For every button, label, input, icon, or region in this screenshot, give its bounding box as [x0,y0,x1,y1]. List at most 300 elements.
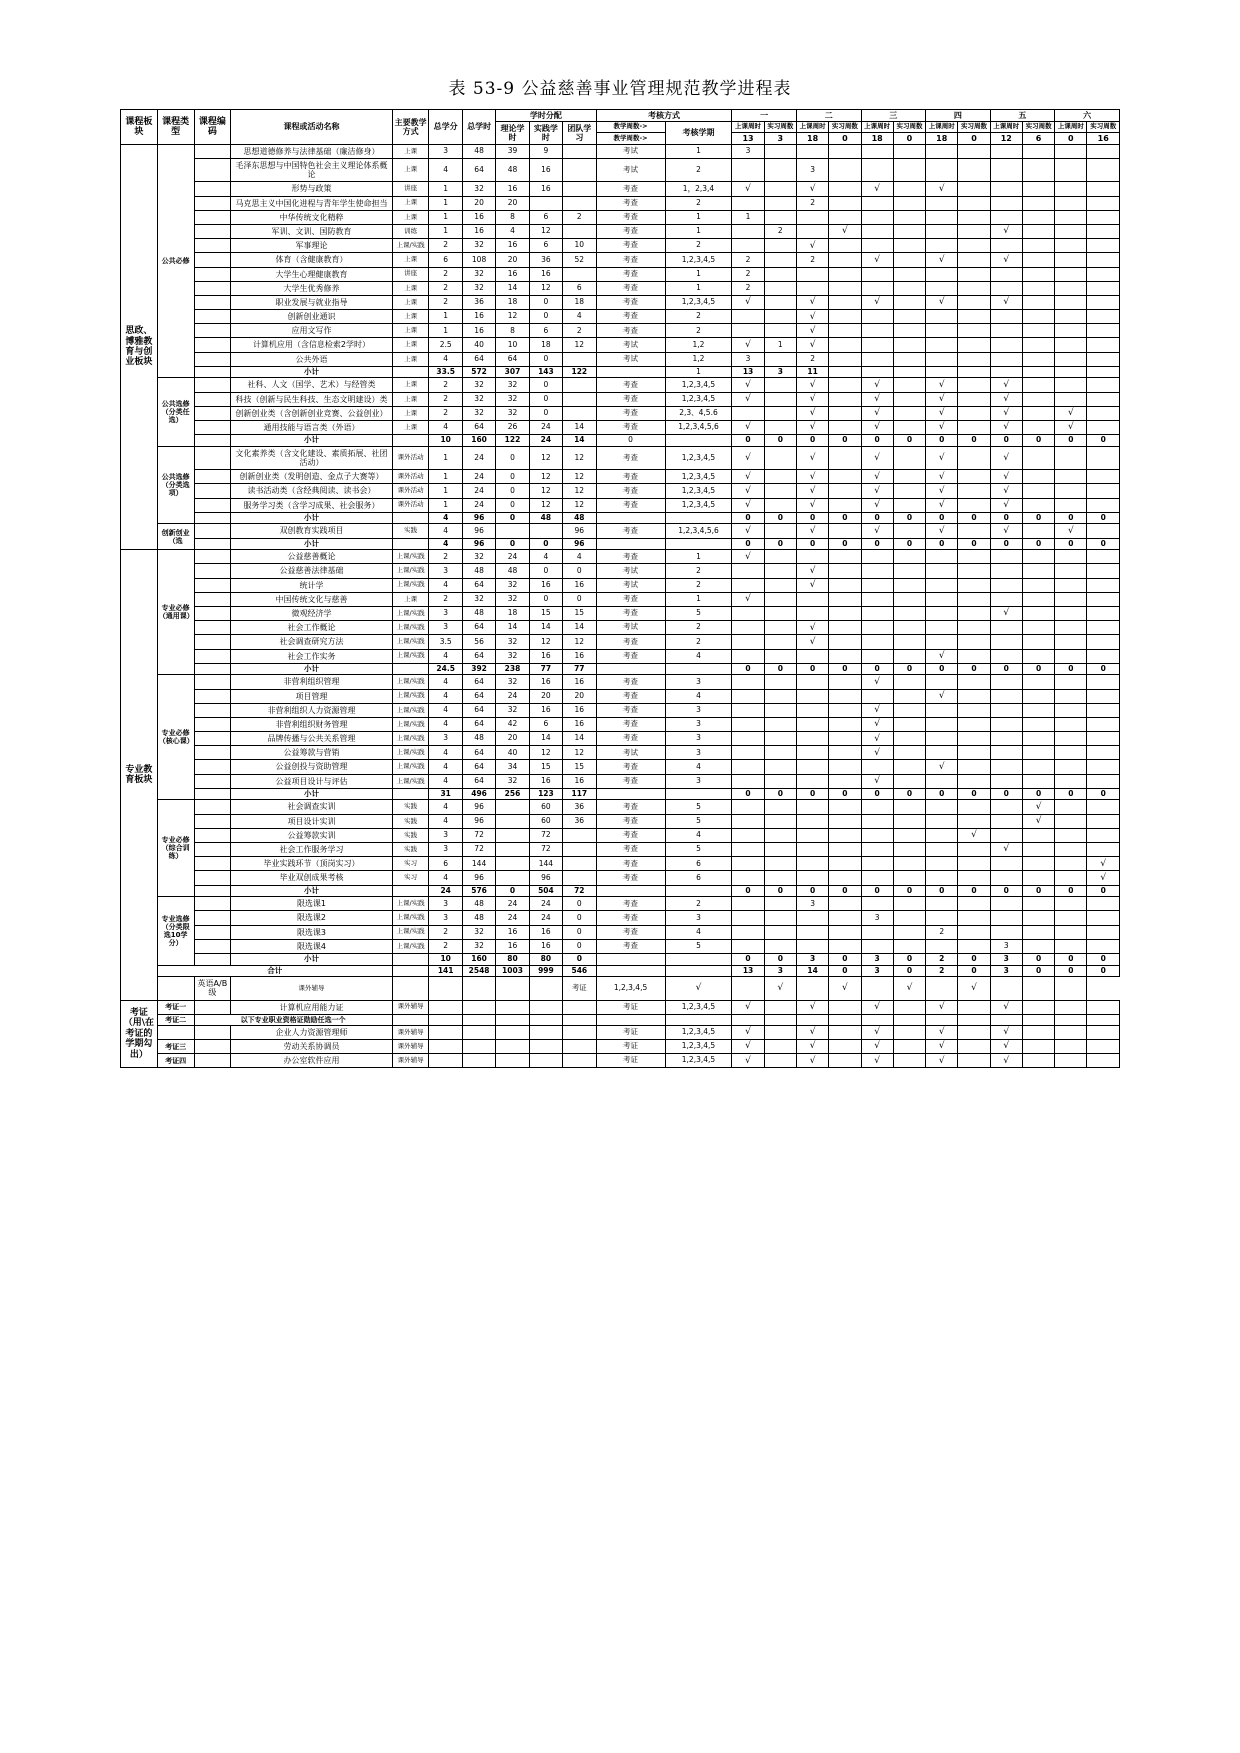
term-cell-10 [1022,760,1054,774]
course-name: 形势与政策 [231,182,392,196]
term-cell-10: 0 [1022,538,1054,550]
term-cell-1 [732,897,764,911]
term-cell-12 [1087,239,1120,253]
total-hours: 64 [462,578,495,592]
credit: 4 [429,703,462,717]
term-cell-10: 0 [1022,953,1054,965]
term-cell-3 [796,843,828,857]
term-cell-11 [1055,224,1087,238]
term-cell-4 [829,378,861,392]
total-hours: 160 [462,435,495,447]
subtotal-row [121,663,1120,675]
team-hours [563,1000,596,1014]
team-hours [563,1040,596,1054]
term-cell-6: 0 [893,953,925,965]
practice-hours: 16 [529,649,562,663]
term-cell-8 [958,378,990,392]
course-name: 毕业实践环节（顶岗实习） [231,857,392,871]
practice-hours: 72 [529,843,562,857]
term-cell-5: √ [861,746,893,760]
term-cell-7 [926,675,958,689]
course-name: 双创教育实践项目 [231,524,392,538]
total-hours [429,977,462,1000]
term-cell-8 [958,897,990,911]
theory-hours: 8 [496,210,529,224]
term-cell-6 [893,871,925,885]
subtotal-label: 小计 [231,788,392,800]
term-cell-3 [796,828,828,842]
term-cell-12 [1087,732,1120,746]
teach-mode: 上课 [392,159,429,182]
theory-hours: 32 [496,675,529,689]
course-name: 中国传统文化与慈善 [231,592,392,606]
term-cell-5: 0 [861,788,893,800]
course-block-label: 考证（用\在考证的学期勾出） [121,1000,158,1068]
term-cell-6: 0 [893,788,925,800]
credit: 2 [429,406,462,420]
term-cell-10 [1022,675,1054,689]
term-cell-1: 0 [732,663,764,675]
practice-hours [529,1040,562,1054]
term-cell-4 [829,606,861,620]
term-cell-6 [893,470,925,484]
term-cell-6 [893,1000,925,1014]
term-cell-7 [926,224,958,238]
term-cell-9 [990,925,1022,939]
table-row [121,378,1120,392]
term-cell-3 [796,703,828,717]
term-cell-5: 0 [861,538,893,550]
course-code [194,675,231,689]
term-cell-7 [926,911,958,925]
table-row [121,606,1120,620]
assess-term: 3 [665,911,732,925]
term-cell-9 [990,144,1022,158]
term-cell-2 [764,939,796,953]
term-cell-2: 0 [764,885,796,897]
term-cell-1 [732,871,764,885]
term-cell-2 [764,689,796,703]
practice-hours: 0 [529,392,562,406]
term-cell-5 [861,338,893,352]
term-cell-4 [829,1054,861,1068]
term-cell-4 [829,446,861,469]
teach-mode: 上课 [392,253,429,267]
term-cell-2 [764,378,796,392]
team-hours [529,977,562,1000]
term-cell-1 [732,578,764,592]
practice-hours [529,1025,562,1039]
term-cell-6 [893,406,925,420]
term-cell-7: √ [893,977,925,1000]
term-cell-4 [829,911,861,925]
term-cell-9 [990,911,1022,925]
theory-hours: 18 [496,295,529,309]
term-cell-6 [893,760,925,774]
term-cell-12 [1087,1040,1120,1054]
credit [392,977,429,1000]
teach-mode [392,512,429,524]
course-block-label: 专业教育板块 [121,550,158,1000]
team-hours: 96 [563,538,596,550]
team-hours: 14 [563,435,596,447]
table-row [121,814,1120,828]
term-cell-12 [1087,253,1120,267]
table-row [121,703,1120,717]
practice-hours: 12 [529,224,562,238]
teach-mode: 上课/实践 [392,621,429,635]
term-cell-11 [1022,977,1054,1000]
practice-hours: 12 [529,484,562,498]
term-cell-6 [893,800,925,814]
term-cell-11 [1055,843,1087,857]
term-cell-3: √ [796,378,828,392]
term-cell-5 [861,925,893,939]
term-cell-4 [829,1025,861,1039]
team-hours: 14 [563,732,596,746]
term-cell-11 [1055,564,1087,578]
credit: 4 [429,538,462,550]
term-cell-4 [829,564,861,578]
term-cell-2: 3 [764,366,796,378]
term-cell-12 [1087,352,1120,366]
total-hours: 64 [462,774,495,788]
credit: 2.5 [429,338,462,352]
term-cell-6 [893,378,925,392]
total-hours: 64 [462,746,495,760]
header-term-4: 四 [926,110,991,122]
assess-mode [596,885,665,897]
term-cell-3 [796,814,828,828]
course-code [194,732,231,746]
table-row [121,578,1120,592]
term-cell-9: 0 [990,512,1022,524]
teach-mode [392,953,429,965]
assess-mode: 考查 [596,774,665,788]
team-hours: 0 [563,925,596,939]
assess-mode: 考查 [596,871,665,885]
teach-mode: 上课/实践 [392,689,429,703]
term-cell-4 [829,746,861,760]
subtotal-row [121,538,1120,550]
teach-mode [392,538,429,550]
credit: 2 [429,392,462,406]
term-cell-7: √ [926,689,958,703]
table-row [121,871,1120,885]
term-cell-5 [861,606,893,620]
term-cell-5: 3 [861,965,893,977]
total-hours: 392 [462,663,495,675]
header-week-count-7: 18 [926,132,958,144]
theory-hours: 0 [496,446,529,469]
theory-hours: 26 [496,421,529,435]
credit: 2 [429,239,462,253]
term-cell-8 [958,310,990,324]
assess-mode: 考查 [596,760,665,774]
assess-mode [596,788,665,800]
term-cell-2 [764,406,796,420]
header-course-name: 课程或活动名称 [231,110,392,145]
term-cell-11 [1055,446,1087,469]
term-cell-4: 0 [829,788,861,800]
term-cell-4 [829,421,861,435]
practice-hours: 6 [529,239,562,253]
term-cell-7 [926,196,958,210]
course-type-label: 专业必修（核心课） [157,675,194,800]
term-cell-6 [893,717,925,731]
term-cell-4 [829,310,861,324]
course-name: 英语A/B级 [194,977,231,1000]
term-cell-7 [926,635,958,649]
term-cell-4 [829,1014,861,1025]
practice-hours: 24 [529,911,562,925]
term-cell-7 [926,144,958,158]
term-cell-2 [764,1040,796,1054]
term-cell-12 [1087,182,1120,196]
practice-hours: 144 [529,857,562,871]
term-cell-7 [926,578,958,592]
term-cell-2: 0 [764,512,796,524]
term-cell-9 [990,1014,1022,1025]
term-cell-7: 0 [926,512,958,524]
course-code [194,814,231,828]
course-type-label: 创新创业（选 [157,524,194,550]
term-cell-10 [1022,578,1054,592]
teach-mode [392,965,429,977]
term-cell-5: √ [861,182,893,196]
course-name: 应用文写作 [231,324,392,338]
subtotal-row [121,788,1120,800]
term-cell-7: √ [926,649,958,663]
term-cell-3 [796,550,828,564]
term-cell-2 [764,392,796,406]
term-cell-4 [829,717,861,731]
assess-term: 1,2 [665,352,732,366]
course-code [194,689,231,703]
term-cell-8 [958,621,990,635]
term-cell-11 [1055,324,1087,338]
term-cell-12 [1087,897,1120,911]
term-cell-8: 0 [958,885,990,897]
term-cell-1 [732,689,764,703]
teach-mode: 上课/实践 [392,760,429,774]
term-cell-12: 0 [1087,435,1120,447]
term-cell-12 [1087,366,1120,378]
term-cell-5 [861,814,893,828]
term-cell-6 [893,1054,925,1068]
term-cell-10 [1022,1040,1054,1054]
course-name: 社会工作实务 [231,649,392,663]
table-row [121,550,1120,564]
credit: 4 [429,800,462,814]
practice-hours: 12 [529,446,562,469]
term-cell-2 [764,196,796,210]
term-cell-2 [764,267,796,281]
assess-term: 1 [665,592,732,606]
theory-hours: 32 [496,406,529,420]
team-hours: 15 [563,606,596,620]
assess-term: 1 [665,210,732,224]
team-hours [563,159,596,182]
credit: 2 [429,592,462,606]
theory-hours: 307 [496,366,529,378]
term-cell-5 [861,635,893,649]
teach-mode: 上课/实践 [392,925,429,939]
total-hours: 32 [462,406,495,420]
header-week-count-3: 18 [796,132,828,144]
course-code [194,338,231,352]
theory-hours [496,814,529,828]
term-cell-9 [990,717,1022,731]
course-code [194,470,231,484]
course-type-label: 公共选修（分类选项） [157,446,194,524]
credit [429,1025,462,1039]
teach-mode: 上课/实践 [392,897,429,911]
term-cell-8 [958,649,990,663]
total-hours: 64 [462,717,495,731]
term-cell-8: 0 [958,538,990,550]
term-cell-7: 0 [926,663,958,675]
term-cell-11 [1055,392,1087,406]
credit: 1 [429,310,462,324]
term-cell-1: √ [665,977,732,1000]
total-hours: 2548 [462,965,495,977]
term-cell-5 [861,324,893,338]
term-cell-2 [764,144,796,158]
course-name: 毛泽东思想与中国特色社会主义理论体系概论 [231,159,392,182]
credit: 2 [429,295,462,309]
term-cell-1 [732,800,764,814]
term-cell-11 [1055,857,1087,871]
page-title: 表 53-9 公益慈善事业管理规范教学进程表 [448,79,792,99]
term-cell-3: 11 [796,366,828,378]
term-cell-5 [861,196,893,210]
term-cell-11 [1055,925,1087,939]
term-cell-3: √ [796,182,828,196]
assess-mode: 考证 [596,1054,665,1068]
assess-mode: 考查 [596,421,665,435]
term-cell-4 [829,1040,861,1054]
term-cell-8 [958,911,990,925]
header-week-count-10: 6 [1022,132,1054,144]
course-type-label: 考证三 [157,1040,194,1054]
term-cell-8 [958,857,990,871]
term-cell-10 [1022,224,1054,238]
header-term-3-class-hours: 上课周时 [861,122,893,132]
team-hours: 14 [563,421,596,435]
term-cell-9 [990,550,1022,564]
term-cell-6: 0 [893,435,925,447]
credit: 1 [429,446,462,469]
assess-mode: 考证 [596,1040,665,1054]
total-hours: 144 [462,857,495,871]
term-cell-11 [1055,828,1087,842]
term-cell-7 [926,732,958,746]
term-cell-9 [990,182,1022,196]
term-cell-1 [732,925,764,939]
theory-hours [462,977,495,1000]
term-cell-11 [1055,281,1087,295]
term-cell-5: 3 [861,953,893,965]
teach-mode: 上课 [392,421,429,435]
term-cell-6 [893,253,925,267]
term-cell-2 [764,470,796,484]
term-cell-4: 0 [829,885,861,897]
theory-hours: 16 [496,267,529,281]
credit: 2 [429,550,462,564]
table-row [121,732,1120,746]
team-hours: 0 [563,953,596,965]
term-cell-12 [1087,196,1120,210]
table-row [121,159,1120,182]
teach-mode: 讲座 [392,182,429,196]
table-row [121,925,1120,939]
credit: 2 [429,281,462,295]
theory-hours: 18 [496,606,529,620]
assess-term [665,965,732,977]
assess-term: 4 [665,828,732,842]
course-code [194,366,231,378]
term-cell-12: 0 [1087,788,1120,800]
term-cell-5 [861,550,893,564]
course-code [194,885,231,897]
term-cell-7: √ [926,253,958,267]
term-cell-12 [1087,606,1120,620]
total-hours: 496 [462,788,495,800]
credit: 1 [429,196,462,210]
term-cell-11 [1055,550,1087,564]
term-cell-4 [829,925,861,939]
term-cell-9: √ [990,470,1022,484]
term-cell-1: 1 [732,210,764,224]
term-cell-8 [958,338,990,352]
term-cell-5 [861,144,893,158]
teach-mode: 上课 [392,144,429,158]
team-hours: 117 [563,788,596,800]
course-name: 限选课2 [231,911,392,925]
term-cell-2 [764,253,796,267]
teach-mode: 实习 [392,871,429,885]
table-row [121,1014,1120,1025]
theory-hours: 256 [496,788,529,800]
term-cell-4 [829,210,861,224]
term-cell-1: 13 [732,366,764,378]
team-hours: 4 [563,310,596,324]
term-cell-9: 0 [990,538,1022,550]
practice-hours: 0 [529,295,562,309]
total-hours: 48 [462,732,495,746]
credit: 1 [429,324,462,338]
theory-hours: 48 [496,159,529,182]
term-cell-11 [1055,267,1087,281]
header-week-count-1: 13 [732,132,764,144]
assess-term: 2,3、4,5.6 [665,406,732,420]
total-hours [462,1025,495,1039]
term-cell-1 [732,159,764,182]
term-cell-4 [829,550,861,564]
team-hours [563,1054,596,1068]
term-cell-3 [796,857,828,871]
team-hours: 16 [563,649,596,663]
term-cell-6 [893,1025,925,1039]
term-cell-5 [861,267,893,281]
term-cell-7: √ [926,446,958,469]
assess-term: 5 [665,843,732,857]
term-cell-7: √ [926,182,958,196]
practice-hours: 143 [529,366,562,378]
assess-term: 1,2,3,4,5 [665,470,732,484]
credit: 6 [429,857,462,871]
